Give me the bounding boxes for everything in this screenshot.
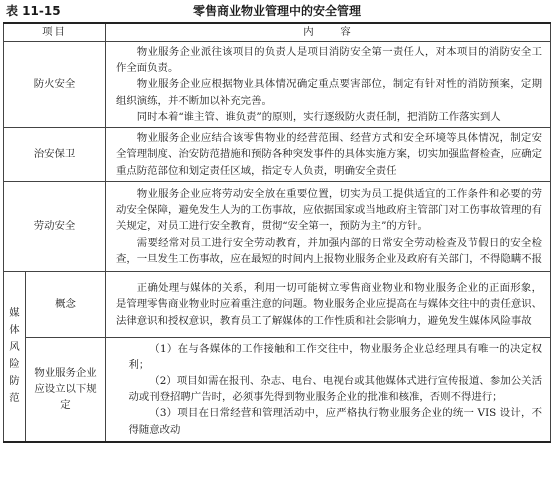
concept-label: 概念 <box>26 272 106 338</box>
row-content <box>106 182 551 272</box>
rule-item: （3）项目在日常经营和管理活动中，应严格执行物业服务企业的统一 VIS 设计，不得随意改动 <box>128 407 542 436</box>
table-caption <box>0 0 554 24</box>
row-content <box>106 42 551 128</box>
paragraph: 正确处理与媒体的关系，利用一切可能树立零售商业物业和物业服务企业的正面形象，是管理零售商业物业时应着重注意的问题。物业服务企业应提高在与媒体交往中的责任意识、法律意识和授权意识，教育员工了解媒体的工作性质和社会影响力，避免发生媒体风险事故 <box>116 282 543 327</box>
row-item: 劳动安全 <box>4 182 106 272</box>
table-row <box>4 128 551 182</box>
media-risk-label: 媒 体 风 险 防 范 <box>4 272 26 442</box>
rules-content <box>106 338 551 442</box>
table-number: 表 11-15 <box>6 4 61 18</box>
row-item: 治安保卫 <box>4 128 106 182</box>
paragraph: 物业服务企业应结合该零售物业的经营范围、经营方式和安全环境等具体情况，制定安全管理制度、治安防范措施和预防各种突发事件的具体实施方案，切实加强监督检查，应确定重点防范部位和划定责任区域，指定专人负责，明确安全责任 <box>116 132 543 177</box>
rule-item: （1）在与各媒体的工作接触和工作交往中，物业服务企业总经理具有唯一的决定权利； <box>128 342 542 371</box>
rules-label: 物业服务企业应设立以下规定 <box>26 338 106 442</box>
table-row <box>4 338 551 442</box>
paragraph: 需要经常对员工进行安全劳动教育，并加强内部的日常安全劳动检查及节假日的安全检查，一旦发生工伤事故，应在最短的时间内上报物业服务企业及政府有关部门，不得隐瞒不报 <box>116 236 543 265</box>
header-item: 项目 <box>4 23 106 42</box>
table-title: 零售商业物业管理中的安全管理 <box>192 4 361 18</box>
table-header-row <box>4 23 551 42</box>
rule-item: （2）项目如需在报刊、杂志、电台、电视台或其他媒体式进行宣传报道、参加公关活动或刊登招聘广告时，必须事先得到物业服务企业的批准和核准，否则不得进行； <box>128 375 542 404</box>
paragraph: 物业服务企业派往该项目的负责人是项目消防安全第一责任人，对本项目的消防安全工作全面负责。 <box>116 46 542 75</box>
table-row <box>4 272 551 338</box>
paragraph: 物业服务企业应将劳动安全放在重要位置，切实为员工提供适宜的工作条件和必要的劳动安全保障，避免发生人为的工伤事故，应依据国家或当地政府主管部门对工伤事故管理的有关规定，对员工进行安全教育，贯彻“安全第一，预防为主”的方针。 <box>116 188 543 233</box>
paragraph: 物业服务企业应根据物业具体情况确定重点要害部位，制定有针对性的消防预案，定期组织演练，并不断加以补充完善。 <box>116 78 542 107</box>
paragraph: 同时本着“谁主管、谁负责”的原则，实行逐级防火责任制，把消防工作落实到人 <box>136 110 501 123</box>
safety-management-table <box>3 22 551 443</box>
concept-content <box>106 272 551 338</box>
table-row <box>4 42 551 128</box>
row-content <box>106 128 551 182</box>
row-item: 防火安全 <box>4 42 106 128</box>
table-row <box>4 182 551 272</box>
header-content: 内 容 <box>106 23 551 42</box>
